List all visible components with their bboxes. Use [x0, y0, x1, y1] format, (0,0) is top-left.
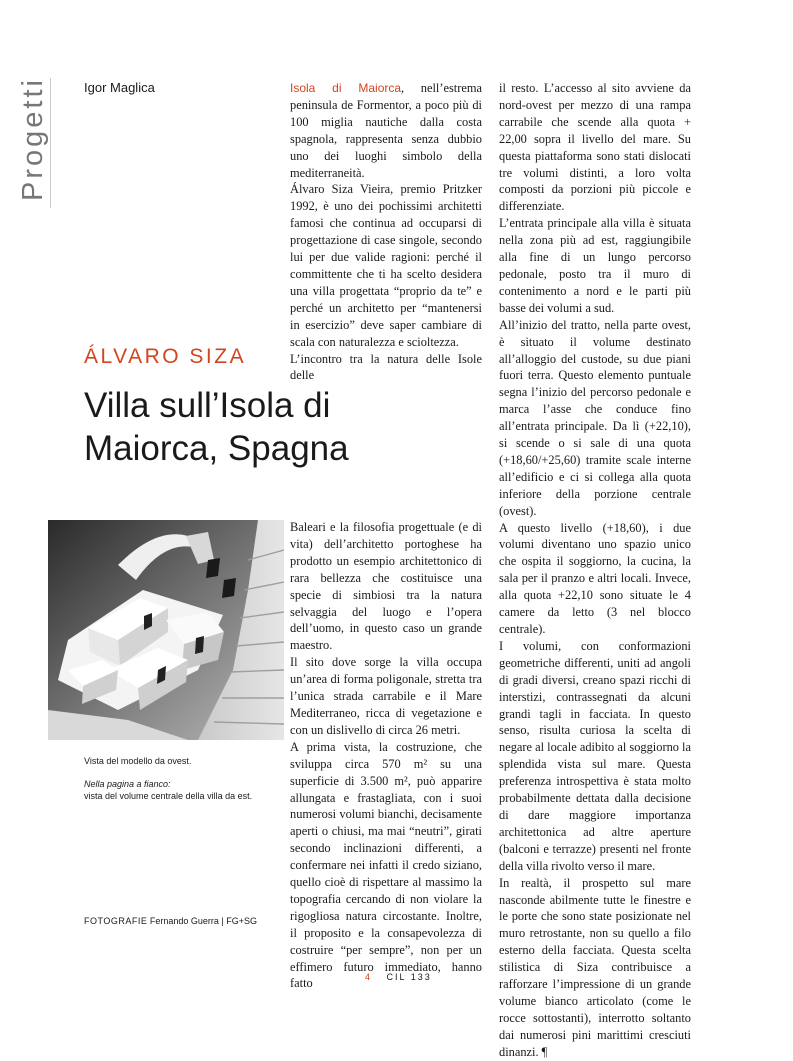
- paragraph: L’incontro tra la natura delle Isole delle: [290, 351, 482, 383]
- section-label: Progetti: [17, 77, 49, 201]
- body-column-1-top: [290, 80, 482, 384]
- paragraph: Álvaro Siza Vieira, premio Pritzker 1992, è uno dei pochissimi architetti famosi che continua ad occuparsi di progettazione di case singole, secondo lui per due valide ragioni: perché il committente che ti ha scelto desidera una villa progettata “proprio da te” e perché un architetto per “mantenersi in esercizio” deve saper cambiare di scala con naturalezza e scioltezza.: [290, 182, 482, 349]
- article-title: [84, 384, 384, 470]
- credit-label: FOTOGRAFIE: [84, 916, 148, 926]
- photo-credit: [84, 916, 284, 926]
- paragraph: A prima vista, la costruzione, che sviluppa circa 570 m² su una superficie di 3.500 m², può apparire allungata e frastagliata, con i suoi numerosi volumi bianchi, decisamente aperti o chiusi, ma mai “neutri”, girati secondo inclinazioni differenti, a confermare nei infatti il credo siziano, quello cioè di rispettare al massimo la topografia cercando di non violare la rigogliosa natura circostante. Inoltre, il proposito e la consapevolezza di costruire “per sempre”, non per un effimero futuro immediato, hanno fatto: [290, 739, 482, 991]
- photo-caption-note: [84, 778, 284, 802]
- page-footer: [365, 972, 432, 982]
- journal-issue: CIL 133: [386, 972, 432, 982]
- paragraph: A questo livello (+18,60), i due volumi diventano uno spazio unico che ospita il soggiorno, la cucina, la sala per il pranzo e altri locali. Invece, alla quota +22,10 sono situate le 4 camere da letto (3 nel blocco centrale).: [499, 520, 691, 636]
- lead-text: , nell’estrema peninsula de Formentor, a poco più di 100 miglia nautiche dalla costa spagnola, rappresenta senza dubbio uno dei luoghi simbolo della mediterraneità.: [290, 81, 482, 180]
- caption-note-text: vista del volume centrale della villa da est.: [84, 791, 253, 801]
- paragraph: I volumi, con conformazioni geometriche differenti, uniti ad angoli di gradi diversi, creano spazi ricchi di interstizi, contrassegnati da alcuni grandi tagli in facciata. In questo senso, risulta curiosa la scelta di negare al locale adibito al soggiorno la splendida vista sul mare. Questa preferenza introspettiva è stata molto probabilmente dettata dalla decisione di dare maggiore importanza architettonica ad altre aperture (balconi e terrazze) presenti nel fronte della villa rivolto verso il mare.: [499, 638, 691, 873]
- author-name: Igor Maglica: [84, 80, 155, 95]
- credit-text: Fernando Guerra | FG+SG: [149, 916, 257, 926]
- title-line-2: Maiorca, Spagna: [84, 429, 349, 468]
- photo-caption: Vista del modello da ovest.: [84, 756, 192, 766]
- body-column-1-bottom: [290, 519, 482, 992]
- paragraph: All’inizio del tratto, nella parte ovest, è situato il volume destinato all’alloggio del custode, su due piani fuori terra. Questo elemento puntuale segna l’inizio del percorso pedonale e marca l’asse che conduce fino all’entrata principale. Da lì (+22,10), si scende o si sale di una quota (+18,60/+25,60) tramite scale interne all’edificio e ci si collega alla quota inferiore della porzione centrale (ovest).: [499, 317, 691, 518]
- paragraph: Baleari e la filosofia progettuale (e di vita) dell’architetto portoghese ha prodotto un esempio architettonico di rara bellezza che costituisce una specie di simbiosi tra la natura selvaggia del luogo e l’opera dell’uomo, in questo caso un grande maestro.: [290, 520, 482, 653]
- paragraph: L’entrata principale alla villa è situata nella zona più ad est, raggiungibile alla fine di un lungo percorso pedonale, posto tra il muro di contenimento a nord e le parti più basse dei volumi a sud.: [499, 216, 691, 315]
- body-column-2: [499, 80, 691, 1061]
- model-photo: [48, 520, 284, 740]
- architect-name: ÁLVARO SIZA: [84, 345, 247, 368]
- caption-note-label: Nella pagina a fianco:: [84, 779, 171, 789]
- paragraph: il resto. L’accesso al sito avviene da nord-ovest per mezzo di una rampa carrabile che scende alla quota + 22,00 sopra il livello del mare. Su questa piattaforma sono stati dislocati tre volumi distinti, a loro volta composti da porzioni più piccole e differenziate.: [499, 81, 691, 214]
- paragraph: Il sito dove sorge la villa occupa un’area di forma poligonale, stretta tra l’unica strada carrabile e il Mare Mediterraneo, ricca di vegetazione e con un dislivello di circa 26 metri.: [290, 655, 482, 737]
- page-number: 4: [365, 972, 373, 982]
- title-line-1: Villa sull’Isola di: [84, 386, 331, 425]
- paragraph-lead: [290, 80, 482, 181]
- lead-highlight: Isola di Maiorca: [290, 81, 402, 95]
- section-tab: [18, 70, 58, 210]
- paragraph: In realtà, il prospetto sul mare nasconde abilmente tutte le finestre e le porte che sono state posizionate nel muro retrostante, non su quello a filo esterno della facciata. Questa scelta stilistica di Siza contribuisce a rafforzare l’impressione di un grande volume bianco articolato (come le rocce sottostanti), interrotto soltanto dai numerosi pini marittimi cresciuti dinanzi. ¶: [499, 875, 691, 1059]
